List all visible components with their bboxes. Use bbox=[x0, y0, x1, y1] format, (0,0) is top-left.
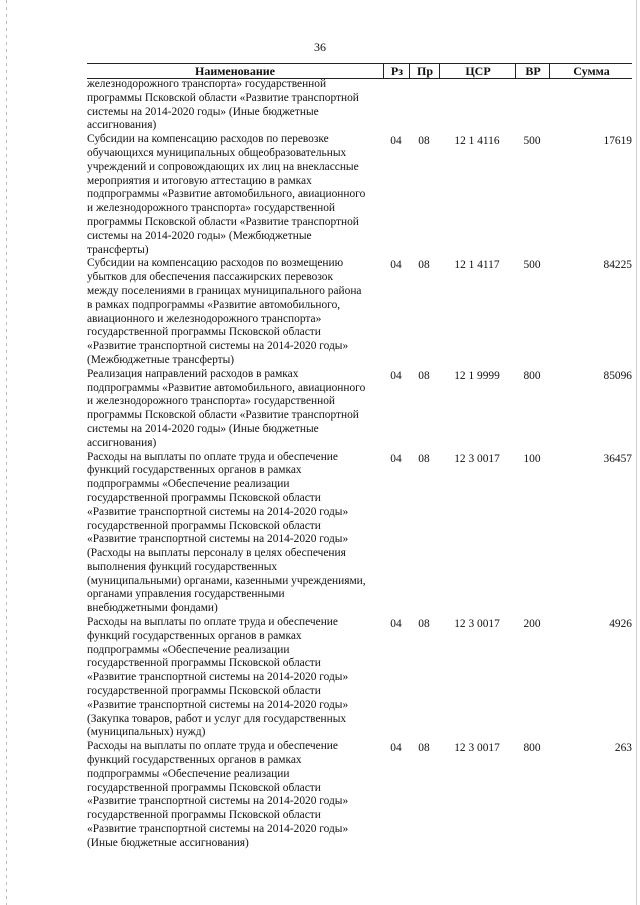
row-sum: 263 bbox=[614, 742, 632, 755]
header-name: Наименование bbox=[195, 64, 275, 78]
scan-edge-left bbox=[6, 0, 7, 905]
row-csr: 12 1 4117 bbox=[454, 259, 500, 272]
row-vr: 500 bbox=[523, 135, 541, 148]
header-sum: Сумма bbox=[549, 64, 633, 78]
row-rz: 04 bbox=[390, 369, 402, 382]
row-name: Расходы на выплаты по оплате труда и обеспечение функций государственных органов в рамках подпрограммы «Обеспечение реализации государственной программы Псковской области «Развитие транспортной системы на 2014-2020 годы» государственной программы Псковской области «Развитие транспортной системы на 2014-2020 годы» (Закупка товаров, работ и услуг для государственных (муниципальных) нужд) bbox=[87, 616, 349, 739]
row-pr: 08 bbox=[418, 259, 430, 272]
table-body bbox=[87, 78, 632, 851]
row-sum: 36457 bbox=[603, 452, 632, 465]
table-row bbox=[87, 451, 632, 617]
row-rz: 04 bbox=[390, 259, 402, 272]
header-pr: Пр bbox=[409, 64, 440, 78]
row-csr bbox=[439, 78, 515, 80]
row-sum: 85096 bbox=[603, 369, 632, 382]
row-rz: 04 bbox=[390, 742, 402, 755]
row-csr: 12 1 4116 bbox=[454, 135, 500, 148]
table-row bbox=[87, 740, 632, 850]
page-number: 36 bbox=[314, 40, 326, 54]
row-pr: 08 bbox=[418, 135, 430, 148]
row-rz: 04 bbox=[390, 135, 402, 148]
scan-edge-right bbox=[636, 0, 637, 905]
row-vr: 100 bbox=[523, 452, 541, 465]
row-rz: 04 bbox=[390, 452, 402, 465]
row-vr: 800 bbox=[523, 742, 541, 755]
row-vr bbox=[515, 78, 549, 80]
row-pr: 08 bbox=[418, 742, 430, 755]
row-name: Субсидии на компенсацию расходов по перевозке обучающихся муниципальных общеобразовательных учреждений и сопровождающих их лиц на внеклассные мероприятия и итоговую аттестацию в рамках подпрограммы «Развитие автомобильного, авиационного и железнодорожного транспорта» государственной программы Псковской области «Развитие транспортной системы на 2014-2020 годы» (Межбюджетные трансферты) bbox=[87, 133, 366, 256]
header-csr: ЦСР bbox=[439, 64, 516, 78]
row-name: Расходы на выплаты по оплате труда и обеспечение функций государственных органов в рамках подпрограммы «Обеспечение реализации государственной программы Псковской области «Развитие транспортной системы на 2014-2020 годы» государственной программы Псковской области «Развитие транспортной системы на 2014-2020 годы» (Иные бюджетные ассигнования) bbox=[87, 740, 349, 849]
row-name: Реализация направлений расходов в рамках подпрограммы «Развитие автомобильного, авиационного и железнодорожного транспорта» государственной программы Псковской области «Развитие транспортной системы на 2014-2020 годы» (Иные бюджетные ассигнования) bbox=[87, 367, 366, 449]
row-csr: 12 3 0017 bbox=[454, 618, 500, 631]
table-row bbox=[87, 78, 632, 133]
row-sum bbox=[549, 78, 632, 80]
row-pr: 08 bbox=[418, 452, 430, 465]
row-name: железнодорожного транспорта» государственной программы Псковской области «Развитие транспортной системы на 2014-2020 годы» (Иные бюджетные ассигнования) bbox=[87, 78, 359, 132]
table-row bbox=[87, 368, 632, 451]
row-sum: 84225 bbox=[603, 259, 632, 272]
row-pr: 08 bbox=[418, 369, 430, 382]
table-header bbox=[87, 63, 632, 79]
row-pr bbox=[409, 78, 439, 80]
row-vr: 800 bbox=[523, 369, 541, 382]
row-vr: 500 bbox=[523, 259, 541, 272]
table-row bbox=[87, 616, 632, 740]
table-row bbox=[87, 257, 632, 367]
row-name: Субсидии на компенсацию расходов по возмещению убытков для обеспечения пассажирских перевозок между поселениями в границах муниципального района в рамках подпрограммы «Развитие автомобильного, авиационного и железнодорожного транспорта» государственной программы Псковской области «Развитие транспортной системы на 2014-2020 годы» (Межбюджетные трансферты) bbox=[87, 257, 362, 366]
row-csr: 12 3 0017 bbox=[454, 452, 500, 465]
row-name: Расходы на выплаты по оплате труда и обеспечение функций государственных органов в рамках подпрограммы «Обеспечение реализации государственной программы Псковской области «Развитие транспортной системы на 2014-2020 годы» государственной программы Псковской области «Развитие транспортной системы на 2014-2020 годы» (Расходы на выплаты персоналу в целях обеспечения выполнения функций государственных (муниципальными) органами, казенными учреждениями, органами управления государственными внебюджетными фондами) bbox=[87, 450, 366, 615]
row-rz bbox=[383, 78, 409, 80]
row-vr: 200 bbox=[523, 618, 541, 631]
header-vr: ВР bbox=[515, 64, 550, 78]
row-sum: 4926 bbox=[609, 618, 632, 631]
header-rz: Рз bbox=[383, 64, 410, 78]
row-csr: 12 3 0017 bbox=[454, 742, 500, 755]
row-pr: 08 bbox=[418, 618, 430, 631]
row-sum: 17619 bbox=[603, 135, 632, 148]
row-rz: 04 bbox=[390, 618, 402, 631]
table-row bbox=[87, 133, 632, 257]
row-csr: 12 1 9999 bbox=[454, 369, 500, 382]
